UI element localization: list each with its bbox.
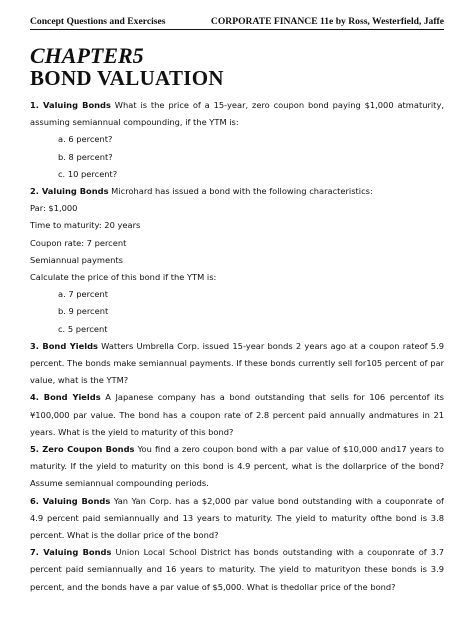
- question-6: [30, 493, 444, 545]
- question-2: [30, 183, 444, 200]
- bond-detail-line: Coupon rate: 7 percent: [30, 237, 127, 248]
- answer-option: b. 8 percent?: [58, 151, 113, 162]
- answer-option: b. 9 percent: [58, 306, 109, 317]
- question-4: [30, 389, 444, 441]
- header-left: Concept Questions and Exercises: [30, 16, 166, 27]
- question-5: [30, 441, 444, 493]
- question-label: 2. Valuing Bonds: [30, 186, 109, 197]
- question-text: You find a zero coupon bond with a par value of $10,000 and17 years to maturity. If the yield to maturity on this bond is 4.9 percent, what is the dollarprice of the bond?Assume semiannual compounding periods.: [30, 444, 444, 489]
- question-text: What is the price of a 15-year, zero coupon bond paying $1,000 atmaturity, assuming semiannual compounding, if the YTM is:: [30, 100, 444, 128]
- bond-detail-line: Par: $1,000: [30, 203, 78, 214]
- page-title: BOND VALUATION: [30, 66, 224, 90]
- question-label: 1. Valuing Bonds: [30, 100, 111, 110]
- question-text: Yan Yan Corp. has a $2,000 par value bond outstanding with a couponrate of 4.9 percent paid semiannually and 13 years to maturity. The yield to maturity ofthe bond is 3.8 percent. What is the dollar price of the bond?: [30, 495, 444, 541]
- question-label: 7. Valuing Bonds: [30, 547, 112, 558]
- answer-option: c. 10 percent?: [58, 168, 118, 179]
- answer-option: a. 7 percent: [58, 289, 109, 300]
- question-text: A Japanese company has a bond outstanding that sells for 106 percentof its ¥100,000 par value. The bond has a coupon rate of 2.8 percent paid annually andmatures in 21 years. What is the yield to maturity of this bond?: [30, 392, 445, 437]
- bond-detail-line: Calculate the price of this bond if the YTM is:: [30, 272, 217, 283]
- question-3: [30, 338, 444, 390]
- chapter-heading: CHAPTER5: [30, 43, 144, 68]
- header-right: CORPORATE FINANCE 11e by Ross, Westerfield, Jaffe: [210, 16, 444, 27]
- bond-detail-line: Semiannual payments: [30, 254, 123, 265]
- question-label: 6. Valuing Bonds: [30, 495, 111, 506]
- question-label: 4. Bond Yields: [30, 392, 101, 403]
- question-text: Microhard has issued a bond with the following characteristics:: [108, 186, 373, 197]
- bond-detail-line: Time to maturity: 20 years: [30, 220, 141, 231]
- question-1: [30, 97, 444, 131]
- question-label: 3. Bond Yields: [30, 340, 98, 351]
- answer-option: a. 6 percent?: [58, 134, 113, 145]
- question-text: Watters Umbrella Corp. issued 15-year bonds 2 years ago at a coupon rateof 5.9 percent. The bonds make semiannual payments. If these bonds currently sell for105 percent of par value, what is the YTM?: [30, 340, 444, 386]
- page-header: [30, 16, 444, 30]
- answer-option: c. 5 percent: [58, 323, 108, 334]
- question-text: Union Local School District has bonds outstanding with a couponrate of 3.7 percent paid semiannually and 16 years to maturity. The yield to maturityon these bonds is 3.9 percent, and the bonds have a par value of $5,000. What is thedollar price of the bond?: [30, 547, 444, 592]
- question-7: [30, 544, 444, 596]
- document-body: [30, 97, 444, 596]
- question-label: 5. Zero Coupon Bonds: [30, 444, 135, 455]
